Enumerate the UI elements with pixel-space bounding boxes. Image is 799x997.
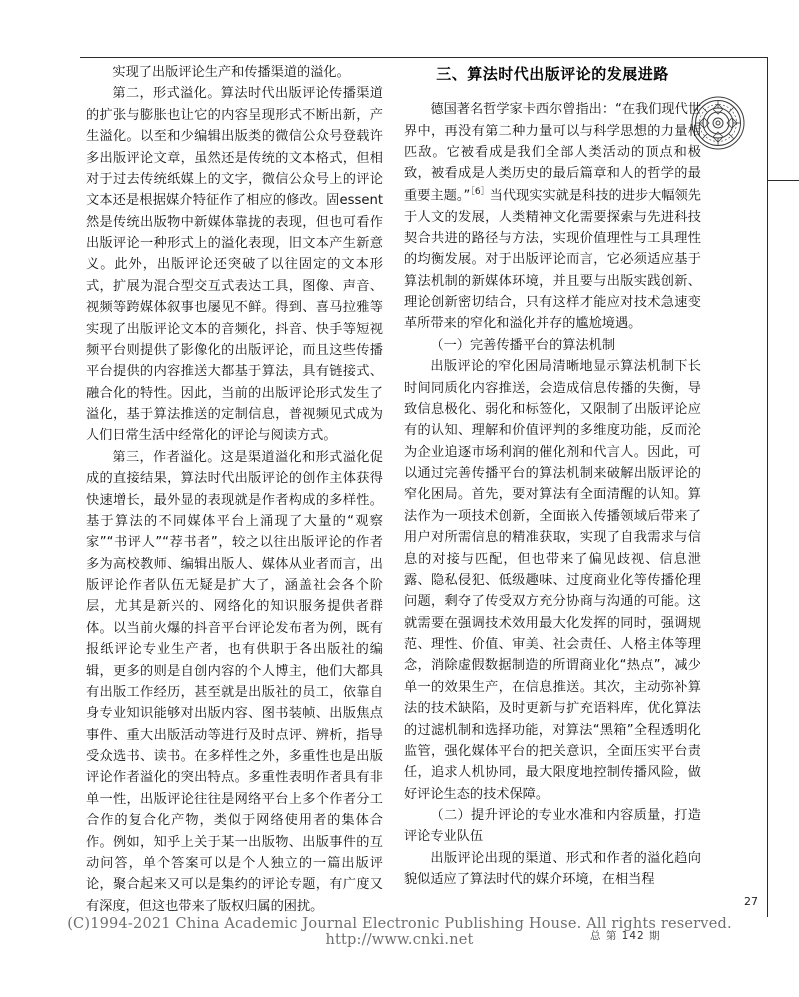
paragraph: 第二，形式溢化。算法时代出版评论传播渠道的扩张与膨胀也让它的内容呈现形式不断出新，产生溢化。以至和少编辑出版类的微信公众号登载许多出版评论文章，虽然还是传统的文本格式，但相对于过去传统纸媒上的文字，微信公众号上的评论文本还是根据媒介特征作了相应的修改。固essent然是传统出版物中新媒体靠拢的表现，但也可看作出版评论一种形式上的溢化表现，旧文本产生新意义。此外，出版评论还突破了以往固定的文本形式，扩展为混合型交互式表达工具，图像、声音、视频等跨媒体叙事也屡见不鲜。得到、喜马拉雅等实现了出版评论文本的音频化，抖音、快手等短视频平台则提供了影像化的出版评论，而且这些传播平台提供的内容推送大都基于算法，具有链接式、融合化的特性。因此，当前的出版评论形式发生了溢化，基于算法推送的定制信息，普视频见式成为人们日常生活中经常化的评论与阅读方式。 (86, 86, 383, 444)
subsection-heading-1: （一）完善传播平台的算法机制 (430, 337, 616, 353)
paragraph-text-continued: 当代现实实就是科技的进步大幅领先于人文的发展，人类精神文化需要探索与先进科技契合共进的路径与方法，实现价值理性与工具理性的均衡发展。对于出版评论而言，它必须适应基于算法机制的新媒体环境，并且要与出版实践创新、理论创新密切结合，只有这样才能应对技术急速变革所带来的窄化和溢化并存的尴尬境遇。 (404, 188, 701, 332)
left-text-column (86, 62, 383, 917)
paragraph-text: 德国著名哲学家卡西尔曾指出：“在我们现代世界中，再没有第二种力量可以与科学思想的力量相匹敌。它被看成是我们全部人类活动的顶点和极致，被看成是人类历史的最后篇章和人的哲学的最重要主题。” (404, 102, 701, 204)
right-text-column (404, 62, 701, 891)
copyright-text: (C)1994-2021 China Academic Journal Electronic Publishing House. All rights reserved. http://www.cnki.net (67, 916, 732, 948)
paragraph: 实现了出版评论生产和传播渠道的溢化。 (112, 65, 350, 80)
right-vertical-rule (767, 57, 768, 917)
subsection-heading-2: （二）提升评论的专业水准和内容质量，打造评论专业队伍 (404, 808, 701, 845)
top-rule-divider (80, 57, 768, 58)
issue-label: 总 第 142 期 (590, 930, 661, 942)
paragraph: 第三，作者溢化。这是渠道溢化和形式溢化促成的直接结果，算法时代出版评论的创作主体获得快速增长，最外显的表现就是作者构成的多样性。基于算法的不同媒体平台上涌现了大量的“观察家”“书评人”“荐书者”，较之以往出版评论的作者多为高校教师、编辑出版人、媒体从业者而言，出版评论作者队伍无疑是扩大了，涵盖社会各个阶层，尤其是新兴的、网络化的知识服务提供者群体。以当前火爆的抖音平台评论发布者为例，既有报纸评论专业生产者，也有供职于各出版社的编辑，更多的则是自创内容的个人博主，他们大都具有出版工作经历，甚至就是出版社的员工，依靠自身专业知识能够对出版内容、图书装帧、出版焦点事件、重大出版活动等进行及时点评、辨析，指导受众选书、读书。在多样性之外，多重性也是出版评论作者溢化的突出特点。多重性表明作者具有非单一性，出版评论往往是网络平台上多个作者分工合作的复合化产物，类似于网络使用者的集体合作。例如，知乎上关于某一出版物、出版事件的互动问答，单个答案可以是个人独立的一篇出版评论，聚合起来又可以是集约的评论专题，有广度又有深度，但这也带来了版权归属的困扰。 (86, 449, 383, 914)
paragraph: 出版评论出现的渠道、形式和作者的溢化趋向貌似适应了算法时代的媒介环境，在相当程 (404, 850, 701, 888)
section-heading: 三、算法时代出版评论的发展进路 (436, 65, 669, 83)
page-number: 27 (744, 895, 758, 908)
copyright-footer (0, 916, 799, 948)
paragraph (404, 99, 701, 335)
right-horizontal-rule (767, 180, 799, 181)
paragraph: 出版评论的窄化困局清晰地显示算法机制下长时间同质化内容推送，会造成信息传播的失衡，导致信息极化、弱化和标签化，又限制了出版评论应有的认知、理解和价值评判的多维度功能，反而沦为企业追逐市场利润的催化剂和代言人。因此，可以通过完善传播平台的算法机制来破解出版评论的窄化困局。首先，要对算法有全面清醒的认知。算法作为一项技术创新，全面嵌入传播领域后带来了用户对所需信息的精准获取，实现了自我需求与信息的对接与匹配，但也带来了偏见歧视、信息泄露、隐私侵犯、低级趣味、过度商业化等传播伦理问题，剩夺了传受双方充分协商与沟通的可能。这就需要在强调技术效用最大化发挥的同时，强调规范、理性、价值、审美、社会责任、人格主体等理念，消除虚假数据制造的所谓商业化“热点”，减少单一的效果生产，在信息推送。其次，主动弥补算法的技术缺陷，及时更新与扩充语料库，优化算法的过滤机制和选择功能，对算法“黑箱”全程透明化监管，强化媒体平台的把关意识，全面压实平台责任，追求人机协同，最大限度地控制传播风险，做好评论生态的技术保障。 (404, 359, 701, 802)
footnote-marker: ［6］ (470, 186, 490, 197)
